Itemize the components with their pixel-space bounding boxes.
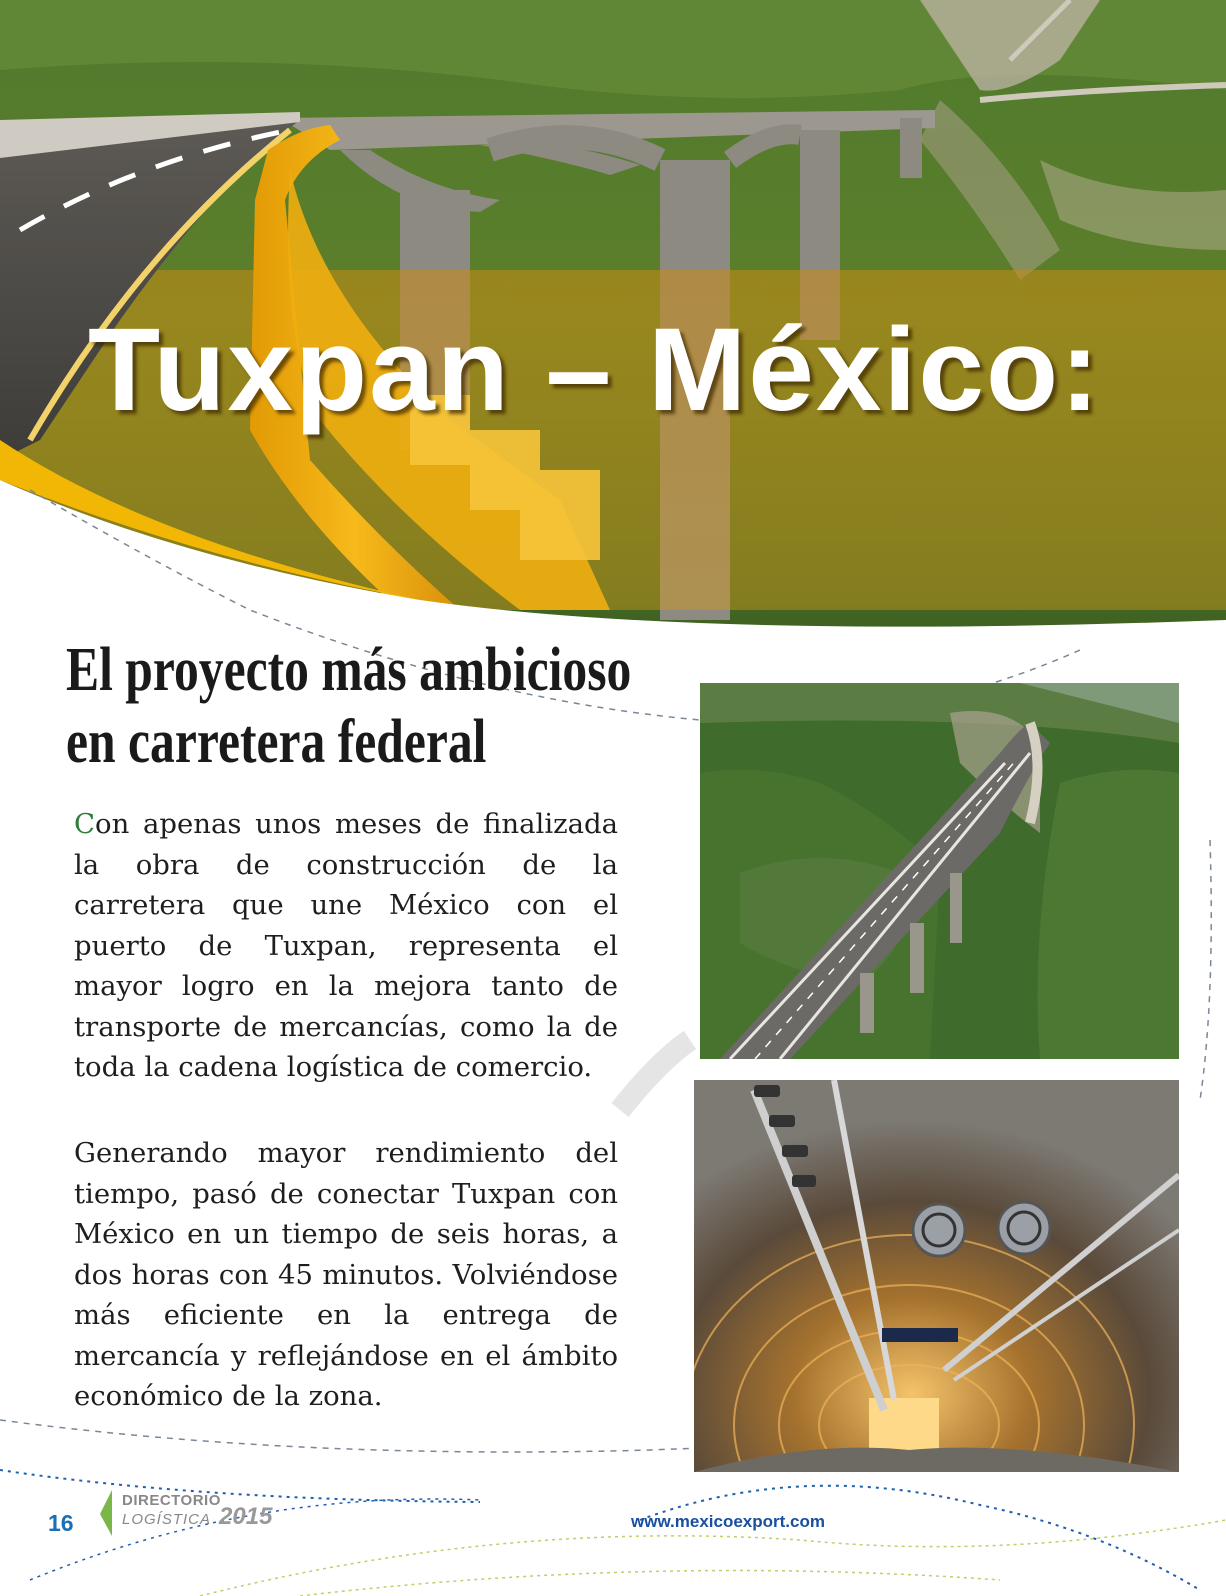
paragraph-2: Generando mayor rendimiento del tiempo, pasó de conectar Tuxpan con México en un tiempo de seis horas, a dos horas con 45 minutos. Volviéndose más eficiente en la entrega de mercancía y reflejándose en el ámbito económico de la zona. xyxy=(74,1137,618,1412)
headline-line-2: en carretera federal xyxy=(66,708,487,776)
article-headline xyxy=(66,634,632,778)
brand-logo xyxy=(122,1493,272,1528)
hero-photo xyxy=(0,0,1226,640)
headline-line-1: El proyecto más ambicioso xyxy=(66,636,632,704)
paragraph-1-text: on apenas unos meses de finalizada la obra de construcción de la carretera que une México con el puerto de Tuxpan, representa el mayor logro en la mejora tanto de transporte de mercancías, como la de toda la cadena logística de comercio. xyxy=(74,808,618,1083)
aerial-highway-photo xyxy=(700,683,1179,1059)
tunnel-photo xyxy=(694,1080,1179,1472)
page-number: 16 xyxy=(48,1510,74,1536)
website-link[interactable]: www.mexicoexport.com xyxy=(631,1512,825,1531)
brand-line-2: LOGÍSTICA xyxy=(122,1511,212,1528)
paragraph-1 xyxy=(74,804,618,1088)
brand-year: 2015 xyxy=(219,1503,273,1530)
drop-cap: C xyxy=(74,808,96,840)
hero-title: Tuxpan – México: xyxy=(88,304,1102,436)
brand-line-1: DIRECTORIO xyxy=(122,1492,221,1509)
